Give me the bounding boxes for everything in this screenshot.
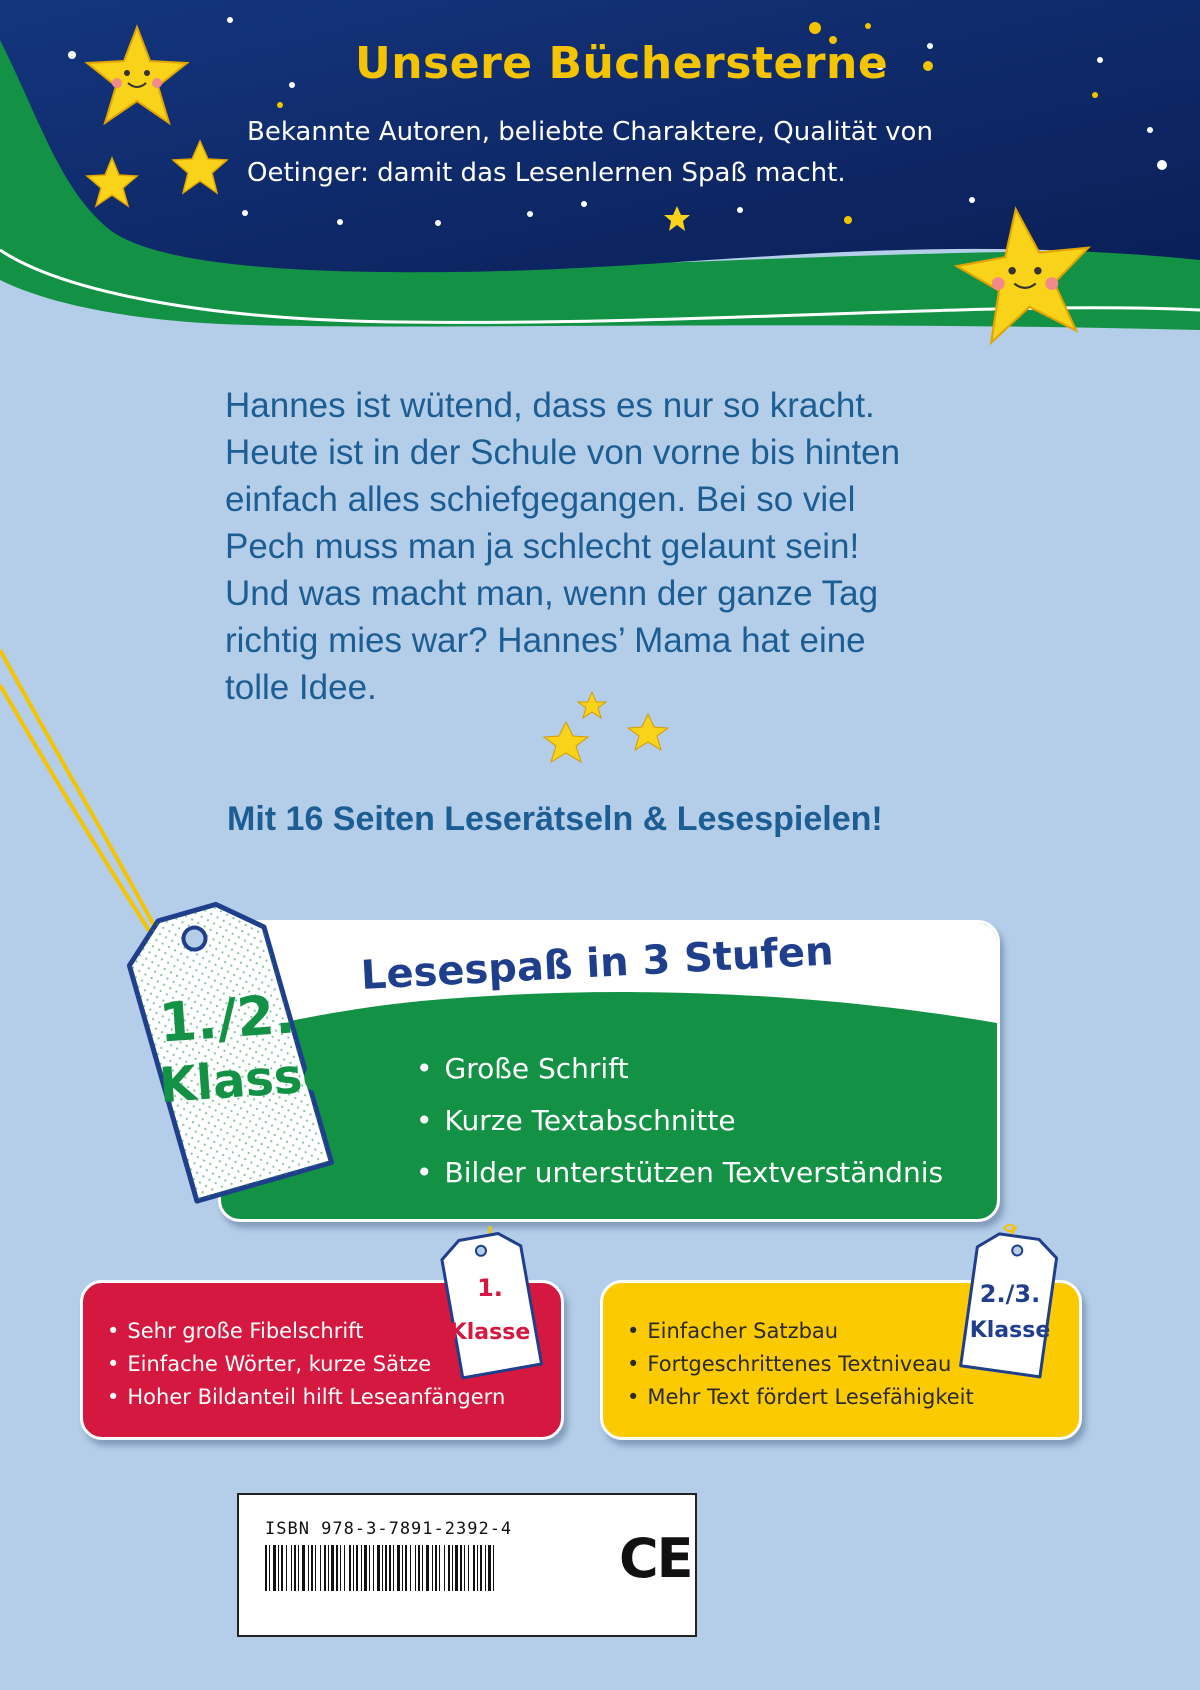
isbn-number: ISBN 978-3-7891-2392-4 — [265, 1519, 513, 1539]
barcode-bar — [468, 1545, 469, 1591]
barcode-bar — [298, 1545, 299, 1591]
barcode-bar — [452, 1545, 453, 1591]
barcode-bar — [294, 1545, 296, 1591]
list-item: • Sehr große Fibelschrift — [107, 1315, 505, 1348]
barcode-bar — [324, 1545, 326, 1591]
barcode-bar — [377, 1545, 380, 1591]
barcode-bar — [493, 1545, 494, 1591]
barcode-bar — [265, 1545, 267, 1591]
barcode-bar — [432, 1545, 433, 1591]
barcode-bar — [340, 1545, 341, 1591]
list-item: • Einfache Wörter, kurze Sätze — [107, 1348, 505, 1381]
barcode-bar — [302, 1545, 305, 1591]
barcode-bar — [477, 1545, 478, 1591]
barcode-bar — [369, 1545, 370, 1591]
barcode-bar — [373, 1545, 374, 1591]
smiling-star-icon — [82, 22, 192, 132]
barcode-bar — [281, 1545, 283, 1591]
list-item: • Mehr Text fördert Lesefähigkeit — [627, 1381, 974, 1414]
barcode-bar — [311, 1545, 313, 1591]
blurb-line: Pech muss man ja schlecht gelaunt sein! — [225, 527, 860, 566]
barcode-bar — [328, 1545, 329, 1591]
barcode-bar — [410, 1545, 411, 1591]
barcode-bar — [444, 1545, 445, 1591]
barcode-bar — [361, 1545, 362, 1591]
barcode-bar — [353, 1545, 354, 1591]
list-item: • Einfacher Satzbau — [627, 1315, 974, 1348]
barcode-bar — [426, 1545, 429, 1591]
header-subtitle: Bekannte Autoren, beliebte Charaktere, Qualität von Oetinger: damit das Lesenlernen Spaß macht. — [247, 117, 933, 188]
reading-level-title: Lesespaß in 3 Stufen — [359, 928, 835, 999]
barcode-bar — [480, 1545, 482, 1591]
blurb-line: Hannes ist wütend, dass es nur so kracht. — [225, 386, 875, 425]
barcode-bar — [308, 1545, 309, 1591]
tag-grade-label: Klasse — [157, 1045, 337, 1115]
barcode-bar — [418, 1545, 420, 1591]
barcode-bar — [331, 1545, 334, 1591]
barcode-bar — [336, 1545, 338, 1591]
blurb-text — [225, 382, 1025, 711]
reading-level-features — [416, 1043, 943, 1199]
barcode-bar — [415, 1545, 416, 1591]
barcode-bar — [435, 1545, 437, 1591]
barcode-bar — [460, 1545, 462, 1591]
star-icon — [84, 155, 140, 211]
barcode-bar — [278, 1545, 279, 1591]
barcode-bar — [402, 1545, 403, 1591]
blurb-line: tolle Idee. — [225, 668, 377, 707]
barcode-bar — [389, 1545, 391, 1591]
barcode-bar — [364, 1545, 367, 1591]
smiling-star-icon — [950, 200, 1100, 350]
barcode-bar — [397, 1545, 400, 1591]
blurb-line: einfach alles schiefgegangen. Bei so viel — [225, 480, 856, 519]
barcode-bar — [448, 1545, 450, 1591]
tag-grade-label: Klasse — [449, 1320, 531, 1345]
barcode-bar — [356, 1545, 358, 1591]
barcode-bar — [488, 1545, 491, 1591]
barcode-bar — [286, 1545, 287, 1591]
barcode-bar — [405, 1545, 407, 1591]
list-item: • Große Schrift — [416, 1043, 943, 1095]
promo-line: Mit 16 Seiten Leserätseln & Lesespielen! — [227, 800, 883, 838]
star-icon — [662, 204, 692, 234]
isbn-box — [237, 1493, 697, 1637]
star-icon — [170, 138, 230, 198]
tag-grade-number: 1. — [477, 1274, 503, 1302]
barcode-bar — [382, 1545, 383, 1591]
ce-mark-icon: CE — [619, 1527, 692, 1590]
barcode-bar — [273, 1545, 276, 1591]
header-title: Unsere Büchersterne — [355, 38, 889, 89]
barcode-bar — [269, 1545, 270, 1591]
blurb-line: Und was macht man, wenn der ganze Tag — [225, 574, 879, 613]
list-item: • Hoher Bildanteil hilft Leseanfängern — [107, 1381, 505, 1414]
barcode-bar — [349, 1545, 351, 1591]
gift-tag-icon — [950, 1222, 1070, 1382]
barcode-bar — [455, 1545, 458, 1591]
tag-grade-label: Klasse — [969, 1318, 1051, 1343]
gift-tag-icon — [82, 892, 372, 1212]
barcode-bar — [315, 1545, 316, 1591]
barcode-bar — [464, 1545, 465, 1591]
list-item: • Bilder unterstützen Textverständnis — [416, 1147, 943, 1199]
tag-grade-number: 2./3. — [979, 1280, 1041, 1308]
barcode-bar — [344, 1545, 345, 1591]
blurb-line: richtig mies war? Hannes’ Mama hat eine — [225, 621, 866, 660]
gift-tag-icon — [430, 1222, 550, 1382]
barcode-bar — [439, 1545, 440, 1591]
barcode-bar — [422, 1545, 423, 1591]
barcode-bar — [393, 1545, 394, 1591]
barcode-icon — [265, 1545, 499, 1591]
barcode-bar — [291, 1545, 292, 1591]
tag-grade-number: 1./2. — [157, 982, 297, 1055]
barcode-bar — [473, 1545, 475, 1591]
barcode-bar — [485, 1545, 486, 1591]
list-item: • Fortgeschrittenes Textniveau — [627, 1348, 974, 1381]
blurb-line: Heute ist in der Schule von vorne bis hinten — [225, 433, 901, 472]
barcode-bar — [320, 1545, 321, 1591]
barcode-bar — [385, 1545, 387, 1591]
list-item: • Kurze Textabschnitte — [416, 1095, 943, 1147]
level-3-features — [627, 1315, 974, 1414]
stars-cluster-icon — [536, 684, 676, 774]
